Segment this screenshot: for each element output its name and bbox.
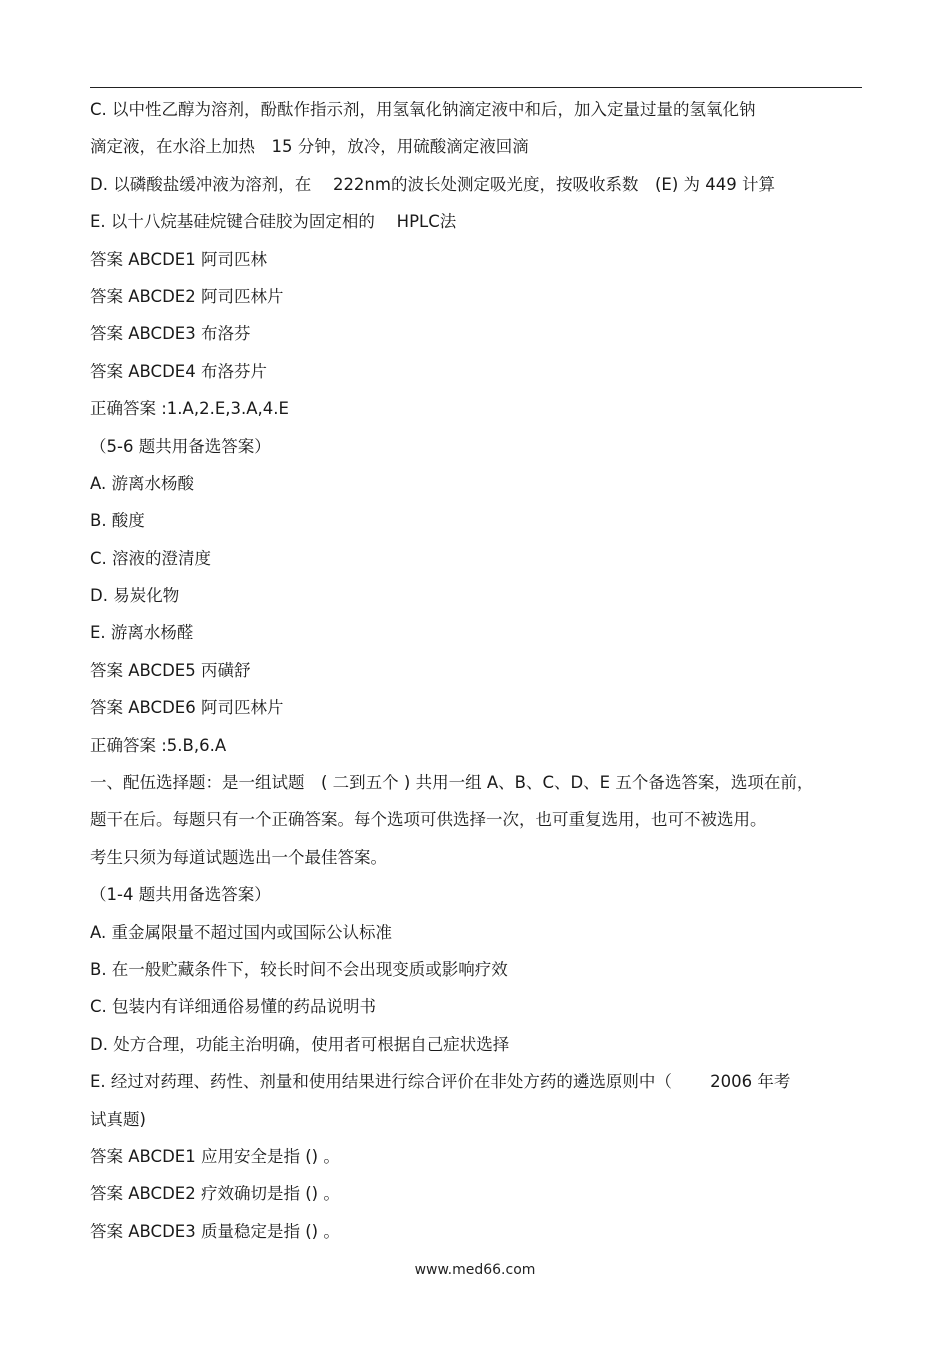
text-line: 答案 ABCDE6 阿司匹林片 [90, 698, 284, 718]
text-line: 滴定液，在水浴上加热 15 分钟，放冷，用硫酸滴定液回滴 [90, 137, 529, 157]
text-line: （5-6 题共用备选答案） [90, 436, 271, 456]
text-line: C. 包装内有详细通俗易懂的药品说明书 [90, 997, 377, 1017]
text-line: D. 易炭化物 [90, 586, 180, 606]
text-line: 考生只须为每道试题选出一个最佳答案。 [90, 847, 387, 867]
text-line: 一、配伍选择题：是一组试题 ( 二到五个 ) 共用一组 A、B、C、D、E 五个备选答案，选项在前， [90, 773, 814, 793]
text-line: D. 处方合理，功能主治明确，使用者可根据自己症状选择 [90, 1034, 510, 1054]
text-line: B. 酸度 [90, 511, 145, 531]
header-rule [90, 87, 862, 88]
text-line: E. 经过对药理、药性、剂量和使用结果进行综合评价在非处方药的遴选原则中（ 2006 年考 [90, 1072, 791, 1092]
text-line: 答案 ABCDE3 质量稳定是指 () 。 [90, 1221, 340, 1241]
text-line: 正确答案 :5.B,6.A [90, 735, 227, 755]
text-line: E. 游离水杨醛 [90, 623, 194, 643]
text-line: E. 以十八烷基硅烷键合硅胶为固定相的 HPLC法 [90, 212, 457, 232]
footer-url: www.med66.com [414, 1262, 536, 1278]
text-line: D. 以磷酸盐缓冲液为溶剂，在 222nm的波长处测定吸光度，按吸收系数 (E) 为 449 计算 [90, 174, 775, 194]
text-line: 答案 ABCDE3 布洛芬 [90, 324, 251, 344]
text-line: 答案 ABCDE4 布洛芬片 [90, 361, 267, 381]
text-line: 答案 ABCDE2 疗效确切是指 () 。 [90, 1184, 340, 1204]
text-line: C. 溶液的澄清度 [90, 548, 212, 568]
text-line: C. 以中性乙醇为溶剂，酚酞作指示剂，用氢氧化钠滴定液中和后，加入定量过量的氢氧化钠 [90, 100, 756, 119]
document-body [90, 96, 862, 1255]
text-line: （1-4 题共用备选答案） [90, 885, 271, 905]
text-line: 题干在后。每题只有一个正确答案。每个选项可供选择一次，也可重复选用，也可不被选用。 [90, 810, 767, 830]
text-line: 试真题) [90, 1109, 146, 1129]
text-line: B. 在一般贮藏条件下，较长时间不会出现变质或影响疗效 [90, 959, 508, 979]
text-line: 答案 ABCDE5 丙磺舒 [90, 660, 251, 680]
text-line: A. 重金属限量不超过国内或国际公认标准 [90, 922, 392, 942]
text-line: 正确答案 :1.A,2.E,3.A,4.E [90, 399, 289, 419]
text-line: 答案 ABCDE1 应用安全是指 () 。 [90, 1146, 340, 1166]
text-line: 答案 ABCDE2 阿司匹林片 [90, 286, 284, 306]
text-line: A. 游离水杨酸 [90, 473, 194, 493]
text-line: 答案 ABCDE1 阿司匹林 [90, 249, 267, 269]
